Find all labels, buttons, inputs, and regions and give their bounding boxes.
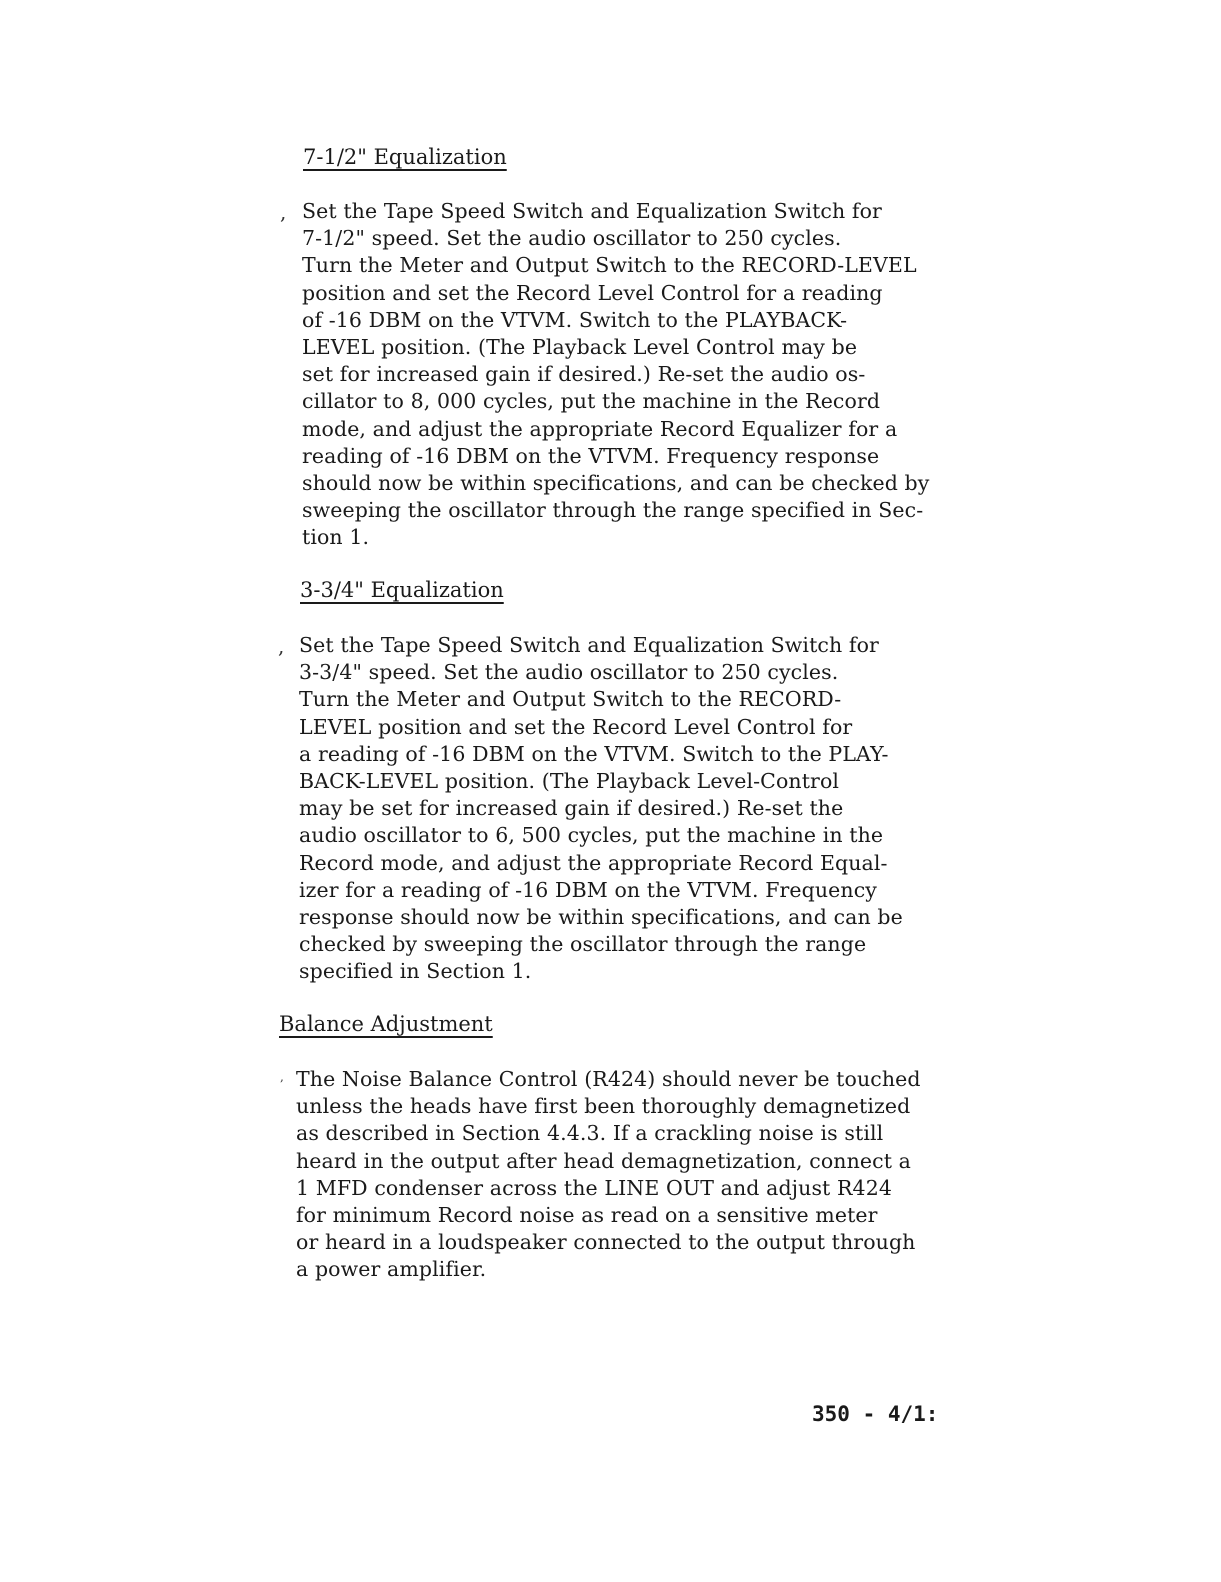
text-line: audio oscillator to 6, 500 cycles, put the machine in the (299, 823, 884, 848)
text-line: checked by sweeping the oscillator through the range (299, 932, 867, 957)
section-heading-7-1-2-equalization: 7-1/2" Equalization (303, 145, 507, 169)
text-line: tion 1. (302, 525, 370, 550)
text-line: LEVEL position and set the Record Level Control for (299, 714, 853, 739)
bullet-mark: , (280, 200, 287, 224)
paragraph-3-3-4-equalization (299, 632, 903, 986)
text-line: izer for a reading of -16 DBM on the VTVM. Frequency (299, 877, 877, 902)
text-line: heard in the output after head demagnetization, connect a (296, 1148, 911, 1173)
text-line: response should now be within specifications, and can be (299, 905, 903, 930)
section-heading-3-3-4-equalization: 3-3/4" Equalization (300, 578, 504, 602)
paragraph-balance-adjustment (296, 1066, 921, 1284)
page-number: 350 - 4/1: (812, 1402, 939, 1426)
bullet-mark: , (278, 634, 285, 658)
text-line: of -16 DBM on the VTVM. Switch to the PLAYBACK- (302, 307, 848, 332)
text-line: set for increased gain if desired.) Re-set the audio os- (302, 362, 866, 387)
text-line: or heard in a loudspeaker connected to the output through (296, 1230, 916, 1255)
text-line: BACK-LEVEL position. (The Playback Level-Control (299, 769, 840, 794)
text-line: may be set for increased gain if desired.) Re-set the (299, 796, 844, 821)
text-line: 7-1/2" speed. Set the audio oscillator to 250 cycles. (302, 226, 842, 251)
text-line: Set the Tape Speed Switch and Equalization Switch for (302, 199, 882, 223)
text-line: The Noise Balance Control (R424) should never be touched (296, 1067, 921, 1091)
bullet-mark: , (280, 1070, 284, 1084)
text-line: a power amplifier. (296, 1257, 487, 1282)
text-line: Set the Tape Speed Switch and Equalization Switch for (299, 633, 879, 657)
text-line: mode, and adjust the appropriate Record Equalizer for a (302, 416, 898, 441)
text-line: 3-3/4" speed. Set the audio oscillator to 250 cycles. (299, 660, 839, 685)
text-line: should now be within specifications, and can be checked by (302, 471, 930, 496)
paragraph-7-1-2-equalization (302, 198, 929, 552)
text-line: cillator to 8, 000 cycles, put the machine in the Record (302, 389, 881, 414)
text-line: a reading of -16 DBM on the VTVM. Switch to the PLAY- (299, 741, 889, 766)
text-line: Turn the Meter and Output Switch to the RECORD- (299, 687, 842, 712)
text-line: specified in Section 1. (299, 959, 532, 984)
section-heading-balance-adjustment: Balance Adjustment (279, 1012, 493, 1036)
text-line: Turn the Meter and Output Switch to the RECORD-LEVEL (302, 253, 917, 278)
text-line: Record mode, and adjust the appropriate Record Equal- (299, 850, 888, 875)
text-line: LEVEL position. (The Playback Level Control may be (302, 335, 858, 360)
text-line: 1 MFD condenser across the LINE OUT and adjust R424 (296, 1175, 892, 1200)
text-line: sweeping the oscillator through the range specified in Sec- (302, 498, 924, 523)
text-line: for minimum Record noise as read on a sensitive meter (296, 1203, 878, 1228)
text-line: position and set the Record Level Control for a reading (302, 280, 883, 305)
text-line: unless the heads have first been thoroughly demagnetized (296, 1094, 911, 1119)
text-line: reading of -16 DBM on the VTVM. Frequency response (302, 443, 880, 468)
text-line: as described in Section 4.4.3. If a crackling noise is still (296, 1121, 884, 1146)
